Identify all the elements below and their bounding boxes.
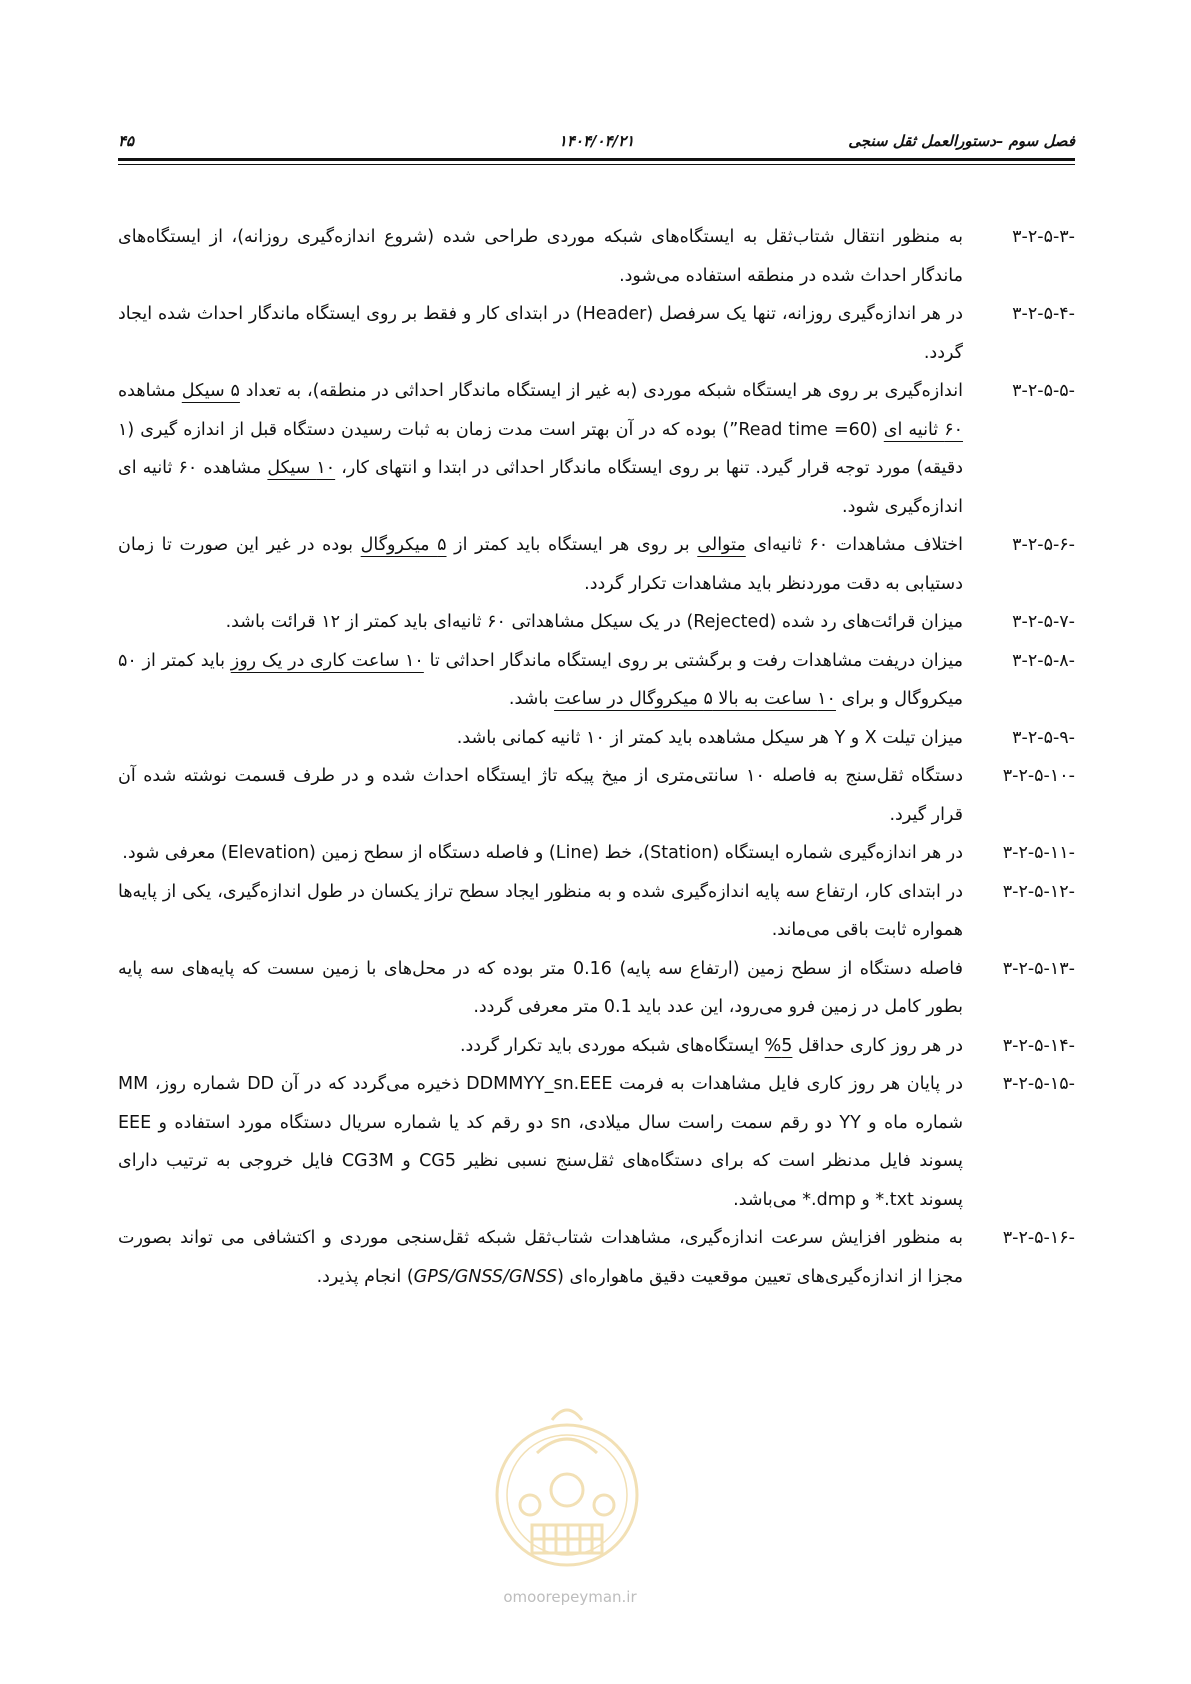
- clause-text: میزان دریفت مشاهدات رفت و برگشتی بر روی ایستگاه ماندگار احداثی تا ۱۰ ساعت کاری در یک روز باید کمتر از ۵۰ میکروگال و برای ۱۰ ساعت به بالا ۵ میکروگال در ساعت باشد.: [118, 650, 963, 709]
- clause-item: [118, 372, 1075, 526]
- clause-number: ۳-۲-۵-۱۱-: [1002, 843, 1075, 863]
- clause-text: دستگاه ثقل‌سنج به فاصله ۱۰ سانتی‌متری از میخ پیکه تاژ ایستگاه احداث شده و در طرف قسمت نوشته شده آن قرار گیرد.: [118, 766, 963, 825]
- page-number: ۴۵: [118, 132, 135, 150]
- seal-logo-icon: [492, 1395, 642, 1580]
- clause-number: ۳-۲-۵-۵-: [1012, 381, 1075, 401]
- clause-number: ۳-۲-۵-۱۶-: [1002, 1228, 1075, 1248]
- clause-item: [118, 719, 1075, 758]
- clause-item: [118, 757, 1075, 834]
- clause-number: ۳-۲-۵-۱۲-: [1002, 881, 1075, 902]
- clause-text: اندازه‌گیری بر روی هر ایستگاه شبکه موردی (به غیر از ایستگاه ماندگار احداثی در منطقه)، به تعداد ۵ سیکل مشاهده ۶۰ ثانیه ای (Read time =60”) بوده که در آن بهتر است مدت زمان به ثبات رسیدن دستگاه قبل از اندازه گیری (۱ دقیقه) مورد توجه قرار گیرد. تنها بر روی ایستگاه ماندگار احداثی در ابتدا و انتهای کار، ۱۰ سیکل مشاهده ۶۰ ثانیه ای اندازه‌گیری شود.: [118, 381, 964, 517]
- clause-text: در ابتدای کار، ارتفاع سه پایه اندازه‌گیری شده و به منظور ایجاد سطح تراز یکسان در طول اندازه‌گیری، یکی از پایه‌ها همواره ثابت باقی می‌ماند.: [118, 881, 963, 940]
- clause-item: [118, 834, 1075, 873]
- clause-item: [118, 1027, 1075, 1066]
- clause-item: [118, 295, 1075, 372]
- clause-item: [118, 642, 1075, 719]
- clause-text: در پایان هر روز کاری فایل مشاهدات به فرمت DDMMYY_sn.EEE ذخیره می‌گردد که در آن DD شماره روز، MM شماره ماه و YY دو رقم سمت راست سال میلادی، sn دو رقم کد یا شماره سریال دستگاه مورد استفاده و EEE پسوند فایل مدنظر است که برای دستگاه‌های ثقل‌سنج نسبی نظیر CG5 و CG3M فایل خروجی به ترتیب دارای پسوند txt.* و dmp.* می‌باشد.: [118, 1074, 964, 1210]
- clause-text: در هر اندازه‌گیری شماره ایستگاه (Station)، خط (Line) و فاصله دستگاه از سطح زمین (Elevation) معرفی شود.: [122, 843, 963, 863]
- header-rule-thin: [118, 164, 1075, 165]
- document-date: ۱۴۰۴/۰۴/۲۱: [558, 132, 635, 150]
- clause-item: [118, 950, 1075, 1027]
- clause-text: میزان تیلت X و Y هر سیکل مشاهده باید کمتر از ۱۰ ثانیه کمانی باشد.: [456, 727, 963, 748]
- clause-text: در هر اندازه‌گیری روزانه، تنها یک سرفصل (Header) در ابتدای کار و فقط بر روی ایستگاه ماندگار احداث شده ایجاد گردد.: [118, 304, 963, 363]
- clause-number: ۳-۲-۵-۶-: [1012, 535, 1075, 555]
- clause-text: به منظور افزایش سرعت اندازه‌گیری، مشاهدات شتاب‌ثقل شبکه ثقل‌سنجی موردی و اکتشافی می تواند بصورت مجزا از اندازه‌گیری‌های تعیین موقعیت دقیق ماهواره‌ای (GPS/GNSS/GNSS) انجام پذیرد.: [118, 1228, 963, 1287]
- clause-number: ۳-۲-۵-۱۴-: [1002, 1035, 1075, 1056]
- clause-item: [118, 873, 1075, 950]
- clause-item: [118, 526, 1075, 603]
- clause-text: اختلاف مشاهدات ۶۰ ثانیه‌ای متوالی بر روی هر ایستگاه باید کمتر از ۵ میکروگال بوده در غیر این صورت تا زمان دستیابی به دقت موردنظر باید مشاهدات تکرار گردد.: [118, 535, 963, 594]
- clause-number: ۳-۲-۵-۴-: [1012, 304, 1075, 324]
- clause-number: ۳-۲-۵-۸-: [1012, 650, 1075, 671]
- clause-list: [118, 218, 1075, 1296]
- clause-number: ۳-۲-۵-۱۰-: [1002, 766, 1075, 786]
- clause-item: [118, 218, 1075, 295]
- header-rule-thick: [118, 158, 1075, 161]
- clause-item: [118, 1219, 1075, 1296]
- clause-number: ۳-۲-۵-۷-: [1012, 612, 1075, 632]
- clause-text: در هر روز کاری حداقل 5% ایستگاه‌های شبکه موردی باید تکرار گردد.: [459, 1035, 963, 1056]
- clause-item: [118, 1065, 1075, 1219]
- clause-number: ۳-۲-۵-۹-: [1012, 727, 1075, 748]
- clause-text: فاصله دستگاه از سطح زمین (ارتفاع سه پایه) 0.16 متر بوده که در محل‌های با زمین سست که پایه‌های سه پایه بطور کامل در زمین فرو می‌رود، این عدد باید 0.1 متر معرفی گردد.: [118, 958, 963, 1017]
- watermark-url: omoorepeyman.ir: [503, 1588, 637, 1606]
- page-header: [118, 128, 1075, 168]
- clause-number: ۳-۲-۵-۳-: [1012, 227, 1075, 247]
- chapter-title: فصل سوم –دستورالعمل ثقل سنجی: [848, 132, 1075, 150]
- clause-number: ۳-۲-۵-۱۳-: [1002, 958, 1075, 979]
- clause-item: [118, 603, 1075, 642]
- clause-text: میزان قرائت‌های رد شده (Rejected) در یک سیکل مشاهداتی ۶۰ ثانیه‌ای باید کمتر از ۱۲ قرائت باشد.: [225, 612, 963, 632]
- clause-text: به منظور انتقال شتاب‌ثقل به ایستگاه‌های شبکه موردی طراحی شده (شروع اندازه‌گیری روزانه)، از ایستگاه‌های ماندگار احداث شده در منطقه استفاده می‌شود.: [118, 227, 963, 286]
- clause-number: ۳-۲-۵-۱۵-: [1002, 1074, 1075, 1094]
